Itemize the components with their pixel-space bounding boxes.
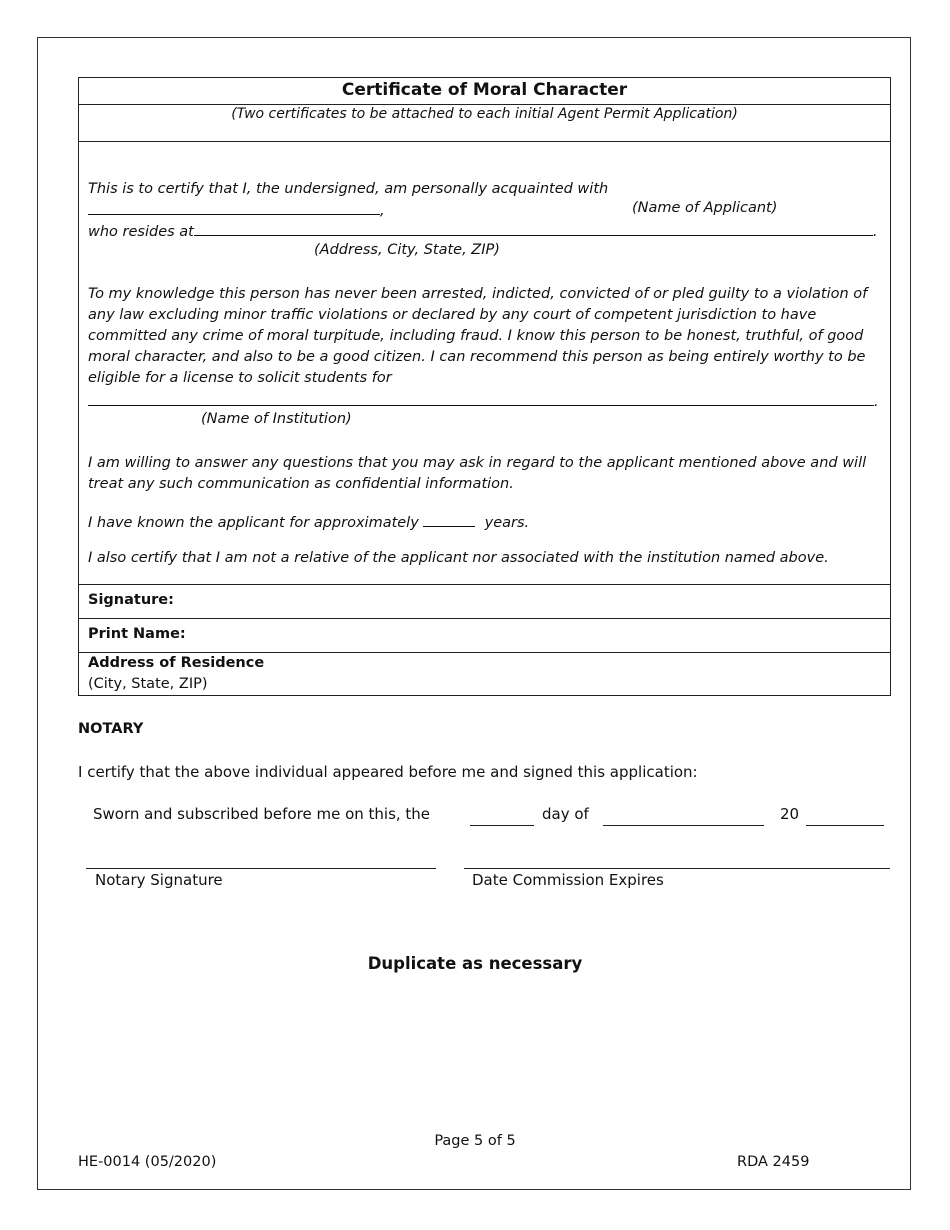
not-relative-statement: I also certify that I am not a relative of the applicant nor associated with the institution named above. [88,550,829,566]
certificate-form [78,77,891,696]
applicant-name-field[interactable] [88,200,380,215]
print-name-label: Print Name: [88,626,186,642]
year-field[interactable] [806,825,884,826]
known-years-line [88,512,881,534]
certificate-subtitle: (Two certificates to be attached to each initial Agent Permit Application) [231,106,738,122]
name-of-institution-caption: (Name of Institution) [201,411,352,427]
known-suffix: years. [484,515,530,531]
certificate-title: Certificate of Moral Character [341,80,628,100]
rda-number: RDA 2459 [737,1154,810,1170]
address-of-residence-label: Address of Residence [88,655,265,671]
knowledge-paragraph: To my knowledge this person has never been arrested, indicted, convicted of or pled guilty to a violation of any law excluding minor traffic violations or declared by any court of competent jurisdiction to have committed any crime of moral turpitude, including fraud. I know this person to be honest, truthful, of good moral character, and also to be a good citizen. I can recommend this person as being entirely worthy to be eligible for a license to solicit students for [88,286,868,386]
divider [79,104,890,105]
notary-certify-statement: I certify that the above individual appeared before me and signed this application: [78,763,698,781]
signature-label: Signature: [88,592,174,608]
institution-line [88,391,881,413]
notary-signature-label: Notary Signature [95,871,223,889]
month-field[interactable] [603,825,764,826]
punctuation: . [872,224,878,240]
divider [79,584,890,585]
punctuation: . [874,394,879,410]
day-field[interactable] [470,825,534,826]
duplicate-note: Duplicate as necessary [367,954,583,973]
divider [79,618,890,619]
address-of-residence-field[interactable] [279,654,882,694]
year-prefix: 20 [780,805,800,823]
address-field[interactable] [194,221,873,236]
day-of-label: day of [542,805,589,823]
form-number: HE-0014 (05/2020) [78,1154,217,1170]
divider [79,652,890,653]
name-of-applicant-caption: (Name of Applicant) [632,200,778,216]
signature-field[interactable] [179,586,882,618]
resides-label: who resides at [88,224,194,240]
commission-expires-line[interactable] [464,868,890,869]
punctuation: , [380,203,385,219]
institution-field[interactable] [88,391,874,406]
address-of-residence-sublabel: (City, State, ZIP) [88,676,208,692]
address-caption: (Address, City, State, ZIP) [314,242,500,258]
notary-signature-line[interactable] [86,868,436,869]
certify-line-text: This is to certify that I, the undersigned, am personally acquainted with [88,181,609,197]
sworn-text: Sworn and subscribed before me on this, the [93,805,431,823]
notary-heading: NOTARY [78,721,144,737]
known-prefix: I have known the applicant for approximately [88,515,419,531]
willing-paragraph: I am willing to answer any questions that you may ask in regard to the applicant mentioned above and will treat any such communication as confidential information. [88,455,867,492]
commission-expires-label: Date Commission Expires [472,871,664,889]
divider [79,141,890,142]
page-number: Page 5 of 5 [434,1133,516,1149]
years-field[interactable] [423,512,475,527]
resides-line [88,221,881,243]
print-name-field[interactable] [189,620,882,652]
